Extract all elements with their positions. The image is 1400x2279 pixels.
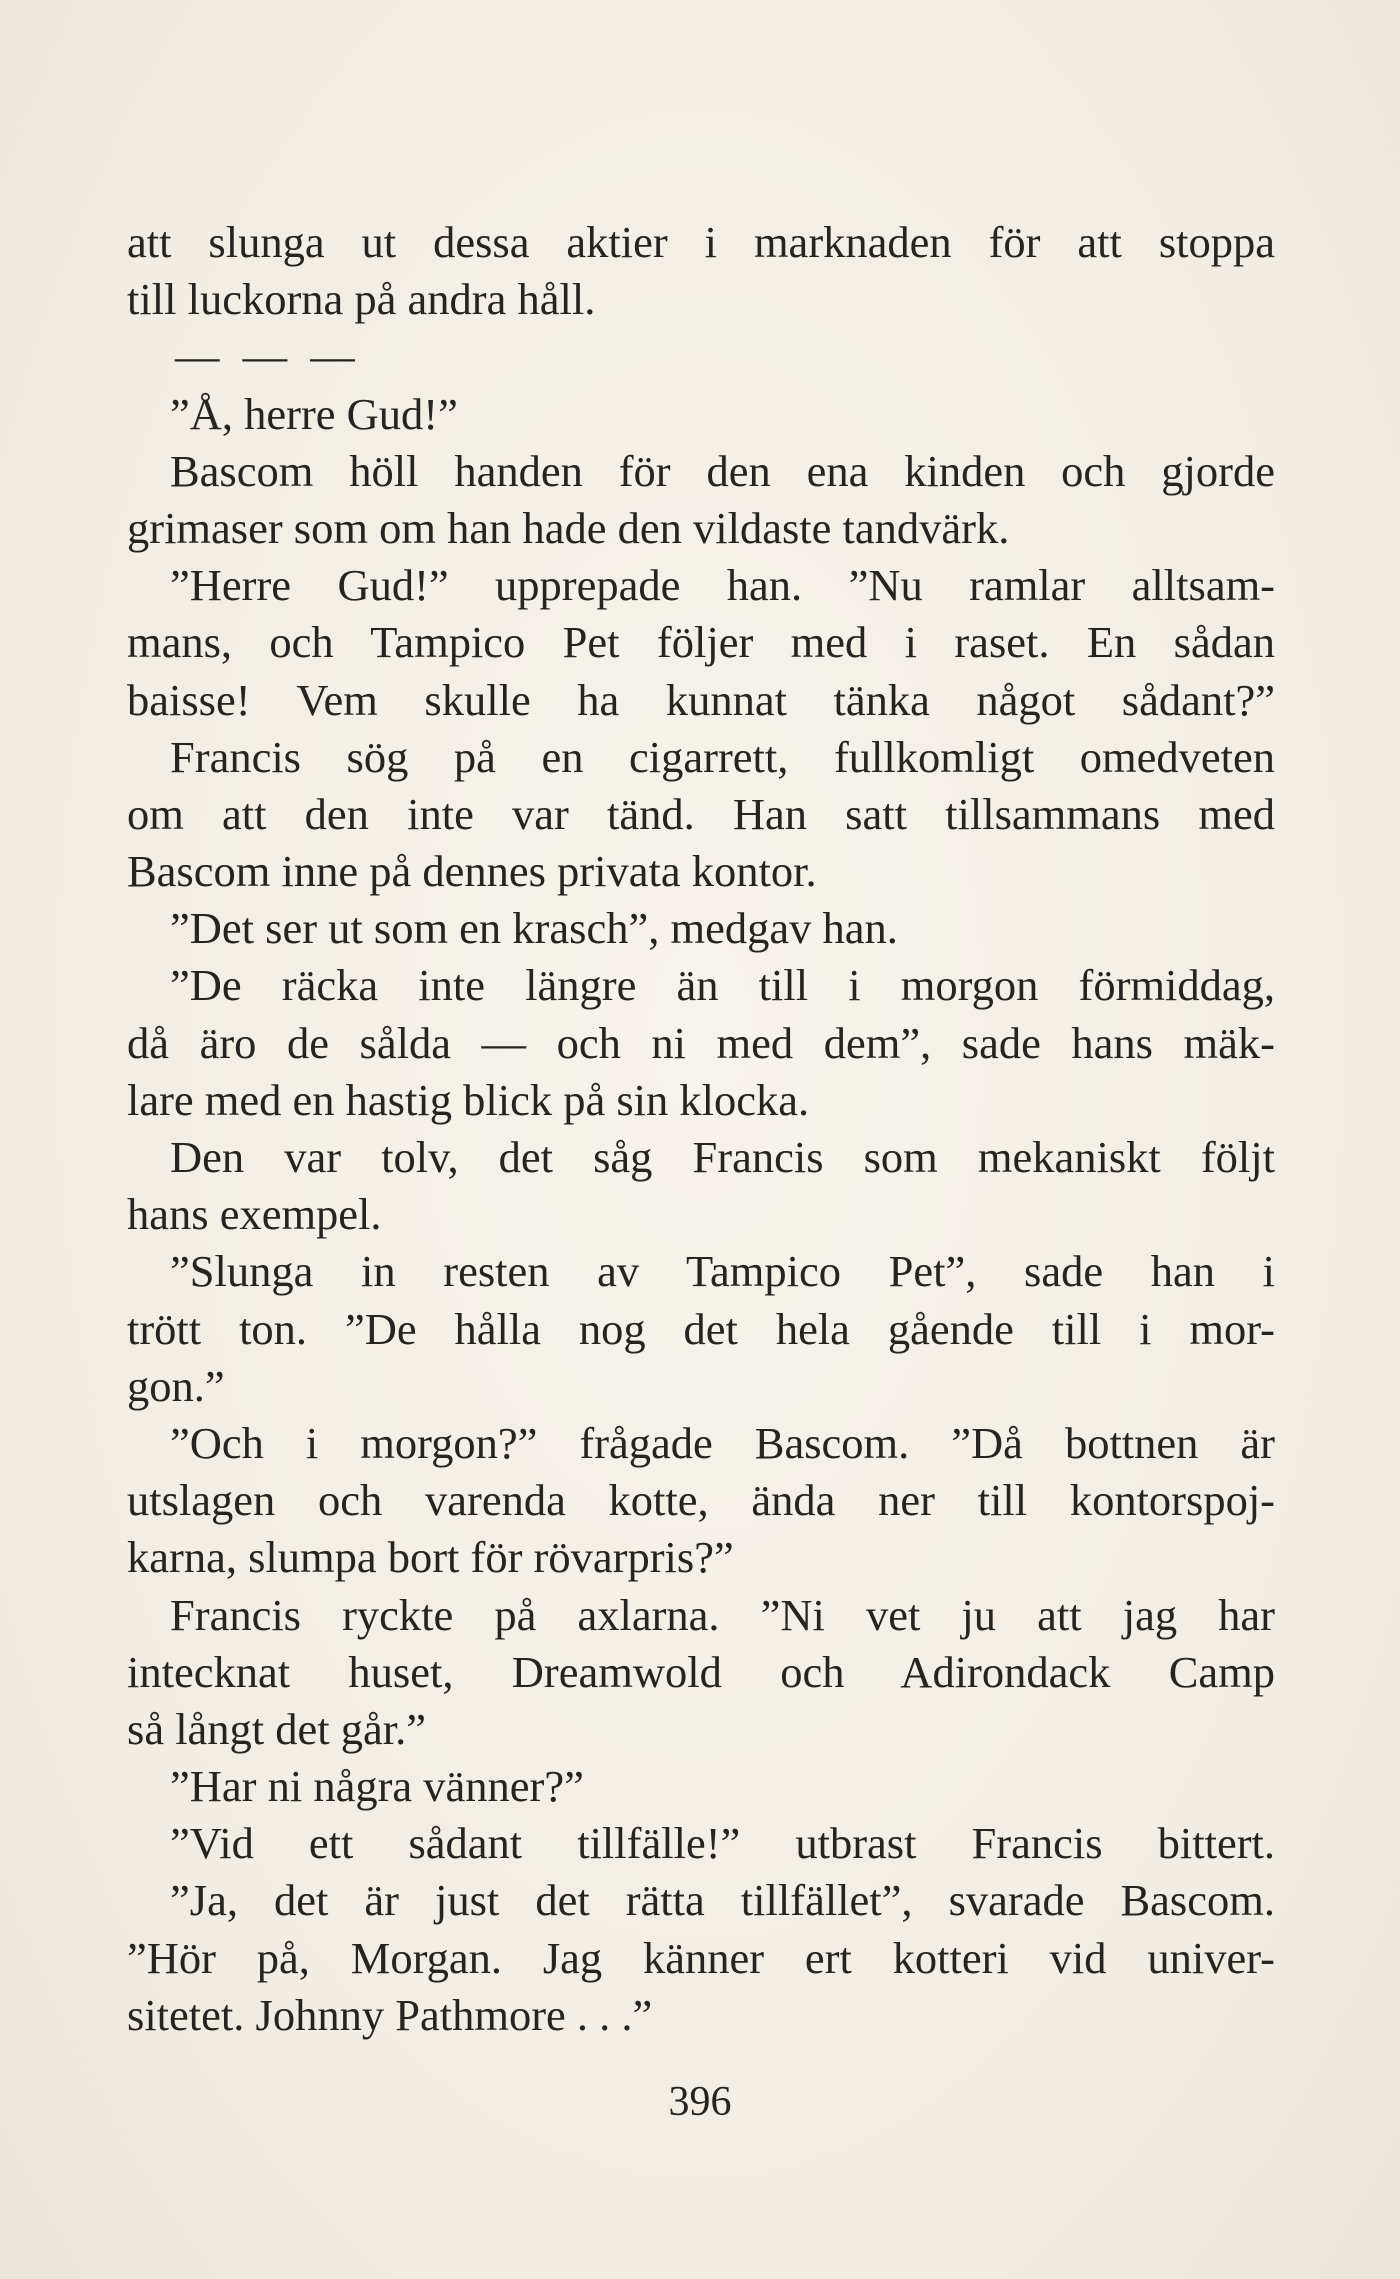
text-line: lare med en hastig blick på sin klocka. [127,1074,810,1125]
text-line: mans, och Tampico Pet följer med i raset. En sådan [127,617,1275,668]
text-line: gon.” [127,1360,225,1411]
text-line: ”De räcka inte längre än till i morgon förmiddag, [170,960,1275,1011]
text-line: Francis sög på en cigarrett, fullkomligt omedveten [170,731,1275,782]
section-break: — — — [175,331,361,382]
text-line: så långt det går.” [127,1703,427,1754]
text-line: ”Slunga in resten av Tampico Pet”, sade han i [170,1246,1275,1297]
text-line: Francis ryckte på axlarna. ”Ni vet ju att jag har [170,1589,1275,1640]
text-line: trött ton. ”De hålla nog det hela gående till i mor- [127,1303,1275,1354]
text-line: ”Har ni några vänner?” [170,1761,584,1812]
text-line: ”Vid ett sådant tillfälle!” utbrast Francis bittert. [170,1818,1275,1869]
text-line: ”Å, herre Gud!” [170,388,458,439]
text-line: karna, slumpa bort för rövarpris?” [127,1532,734,1583]
text-line: grimaser som om han hade den vildaste tandvärk. [127,502,1010,553]
page-number: 396 [668,2079,732,2125]
text-line: ”Och i morgon?” frågade Bascom. ”Då bottnen är [170,1417,1275,1468]
text-line: Bascom höll handen för den ena kinden och gjorde [170,445,1275,496]
text-line: ”Ja, det är just det rätta tillfället”, svarade Bascom. [170,1875,1275,1926]
text-line: då äro de sålda — och ni med dem”, sade hans mäk- [127,1017,1275,1068]
text-line: till luckorna på andra håll. [127,274,596,325]
text-line: ”Hör på, Morgan. Jag känner ert kotteri vid univer- [127,1932,1275,1983]
text-line: utslagen och varenda kotte, ända ner till kontorspoj- [127,1475,1275,1526]
text-line: baisse! Vem skulle ha kunnat tänka något sådant?” [127,674,1275,725]
text-line: hans exempel. [127,1189,382,1240]
text-line: Den var tolv, det såg Francis som mekaniskt följt [170,1132,1275,1182]
text-line: Bascom inne på dennes privata kontor. [127,846,817,897]
text-line: om att den inte var tänd. Han satt tillsammans med [127,788,1275,839]
text-line: intecknat huset, Dreamwold och Adirondack Camp [127,1646,1275,1697]
text-line: sitetet. Johnny Pathmore . . .” [127,1989,653,2040]
text-line: ”Herre Gud!” upprepade han. ”Nu ramlar alltsam- [170,560,1275,611]
text-line: ”Det ser ut som en krasch”, medgav han. [170,903,898,954]
body-text [127,214,1275,2044]
text-line: att slunga ut dessa aktier i marknaden för att stoppa [127,217,1275,267]
